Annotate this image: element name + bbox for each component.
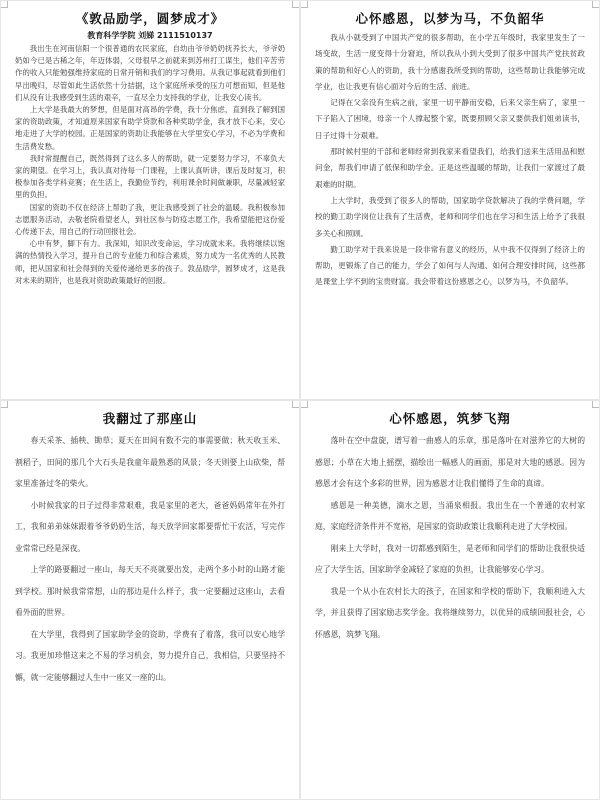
paragraph: 我出生在河南信阳一个很普通的农民家庭，自幼由爷爷奶奶抚养长大，爷爷奶奶如今已是古稀之年，年迈体弱，父母很早之前就来到苏州打工谋生，他们辛苦劳作的收入只能勉强维持家庭的日常开销和我们的学习费用。从我记事起就看到他们早出晚归，尽管如此生活依然十分拮据，这个家庭所承受的压力可想而知，但是他们从没有让我感受到生活的艰辛，一直尽全力支持我的学业，让我安心读书。 [15,44,285,102]
essay-body [315,430,585,645]
page-corner-mark [592,1,599,8]
essay-title: 我翻过了那座山 [102,411,198,426]
essay-page-1 [0,0,300,400]
paragraph: 刚来上大学时，我对一切都感到陌生，是老师和同学们的帮助让我很快适应了大学生活，国家助学金减轻了家庭的负担，让我能够安心学习。 [315,543,585,574]
essay-author: 教育科学学院 刘娣 2111510137 [87,31,213,40]
paragraph: 春天采茶、插秧、锄草；夏天在田间有数不完的事需要做；秋天收玉米、割稻子，田间的那几个大石头是我童年最熟悉的风景；冬天则要上山砍柴，帮家里准备过冬的柴火。 [15,436,285,488]
paragraph: 我从小就受到了中国共产党的很多帮助，在小学五年级时，我家里发生了一场变故，生活一度变得十分窘迫，所以我从小到大受到了很多中国共产党扶贫政策的帮助和好心人的资助，我十分感谢我所受到的帮助，这些帮助让我能够完成学业，也让我更有信心面对今后的生活、前进。 [315,33,585,91]
essay-title: 心怀感恩，筑梦飞翔 [389,411,511,426]
paragraph: 落叶在空中盘旋，谱写着一曲感人的乐章，那是落叶在对滋养它的大树的感恩；小草在大地上摇摆，描绘出一幅感人的画面，那是对大地的感恩。因为感恩才会有这个多彩的世界，因为感恩才让我们懂得了生命的真谛。 [315,436,585,488]
paragraph: 上学的路要翻过一座山，每天天不亮就要出发，走两个多小时的山路才能到学校。那时候我常常想，山的那边是什么样子，我一定要翻过这座山，去看看外面的世界。 [15,565,285,617]
essay-body [315,30,585,291]
essay-title: 心怀感恩，以梦为马，不负韶华 [355,11,545,26]
paragraph: 上大学是我最大的梦想，但是面对高昂的学费，我十分焦虑，直到我了解到国家的资助政策，才知道原来国家有助学贷款和各种奖助学金，我才放下心来，安心地走进了大学的校园。正是国家的资助让我能够在大学里安心学习，不必为学费和生活费发愁。 [15,105,285,151]
paragraph: 记得在父亲没有生病之前，家里一切平静而安稳，后来父亲生病了，家里一下子陷入了困境，母亲一个人撑起整个家，既要照顾父亲又要供我们姐弟读书，日子过得十分艰难。 [315,98,585,140]
paragraph: 我时常提醒自己，既然得到了这么多人的帮助，就一定要努力学习，不辜负大家的期望。在学习上，我认真对待每一门课程，上课认真听讲，课后及时复习，积极参加各类学科竞赛；在生活上，我勤俭节约，利用课余时间做兼职，尽量减轻家里的负担。 [15,153,285,200]
paragraph: 勤工助学对于我来说是一段非常有意义的经历，从中我不仅得到了经济上的帮助，更锻炼了自己的能力，学会了如何与人沟通、如何合理安排时间，这些都是课堂上学不到的宝贵财富。我会带着这份感恩之心，以梦为马，不负韶华。 [315,244,585,287]
page-corner-mark [1,1,8,8]
essay-title: 《敦品励学，圆梦成才》 [75,11,225,26]
page-corner-mark [592,401,599,408]
page-corner-mark [292,1,299,8]
paragraph: 感恩是一种美德，滴水之恩，当涌泉相报。我出生在一个普通的农村家庭，家庭经济条件并不宽裕，是国家的资助政策让我顺利走进了大学校园。 [315,500,585,531]
paragraph: 在大学里，我得到了国家助学金的资助，学费有了着落，我可以安心地学习。我更加珍惜这来之不易的学习机会，努力提升自己，我相信，只要坚持不懈，就一定能够翻过人生中一座又一座的山。 [15,629,285,682]
page-corner-mark [301,1,308,8]
page-corner-mark [301,401,308,408]
paragraph: 那时候村里的干部和老师经常到我家来看望我们，给我们送来生活用品和慰问金，帮我们申请了低保和助学金。正是这些温暖的帮助，让我们一家渡过了最艰难的时期。 [315,147,585,189]
essay-page-2 [300,0,600,400]
paragraph: 上大学时，我受到了很多人的帮助，国家助学贷款解决了我的学费问题，学校的勤工助学岗位让我有了生活费，老师和同学们也在学习和生活上给予了我很多关心和照顾。 [315,195,585,238]
paragraph: 国家的资助不仅在经济上帮助了我，更让我感受到了社会的温暖。我积极参加志愿服务活动，去敬老院看望老人，到社区参与防疫志愿工作，我希望能把这份爱心传递下去，用自己的行动回报社会。 [15,202,285,237]
essay-body [15,43,285,287]
paragraph: 我是一个从小在农村长大的孩子，在国家和学校的帮助下，我顺利进入大学，并且获得了国家励志奖学金。我将继续努力，以优异的成绩回报社会，心怀感恩，筑梦飞翔。 [315,586,585,639]
paragraph: 心中有梦，脚下有力。我深知，知识改变命运，学习成就未来。我将继续以饱满的热情投入学习，提升自己的专业能力和综合素质，努力成为一名优秀的人民教师，把从国家和社会得到的关爱传递给更多的孩子。敦品励学，圆梦成才，这是我对未来的期许，也是我对资助政策最好的回报。 [15,239,285,285]
essay-page-3 [0,400,300,800]
essay-page-4 [300,400,600,800]
page-corner-mark [1,401,8,408]
page-corner-mark [292,401,299,408]
paragraph: 小时候我家的日子过得非常艰难，我是家里的老大，爸爸妈妈常年在外打工，我和弟弟妹妹跟着爷爷奶奶生活，每天放学回家都要帮忙干农活，写完作业常常已经是深夜。 [15,500,285,553]
essay-body [15,430,285,688]
